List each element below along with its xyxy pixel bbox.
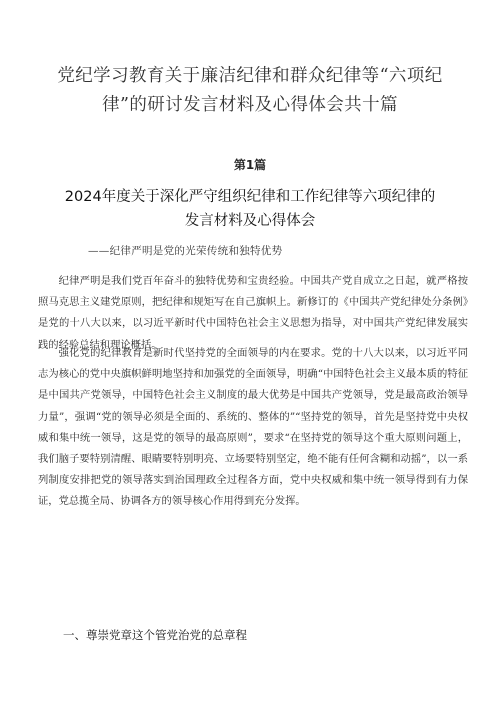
body-paragraph-1: 纪律严明是我们党百年奋斗的独特优势和宝贵经验。中国共产党自成立之日起，就严格按照马克思主义建党原则，把纪律和规矩写在自己旗帜上。新修订的《中国共产党纪律处分条例》是党的十八大以来，以习近平新时代中国特色社会主义思想为指导，对中国共产党纪律发展实践的经验总结和理论概括。 — [38, 275, 468, 351]
article-title-line-2: 发言材料及心得体会 — [184, 213, 316, 229]
article-title-line-1: 2024年度关于深化严守组织纪律和工作纪律等六项纪律的 — [64, 189, 436, 205]
document-main-title: 党纪学习教育关于廉洁纪律和群众纪律等“六项纪律”的研讨发言材料及心得体会共十篇 — [57, 66, 443, 115]
article-subtitle: ——纪律严明是党的光荣传统和独特优势 — [88, 245, 283, 257]
chapter-label: 第1篇 — [233, 158, 267, 172]
body-paragraph-2: 强化党的纪律教育是新时代坚持党的全面领导的内在要求。党的十八大以来，以习近平同志为核心的党中央旗帜鲜明地坚持和加强党的全面领导，明确“中国特色社会主义最本质的特征是中国共产党领导，中国特色社会主义制度的最大优势是中国共产党领导，党是最高政治领导力量”，强调“党的领导必须是全面的、系统的、整体的”“坚持党的领导，首先是坚持党中央权威和集中统一领导，这是党的领导的最高原则”，要求“在坚持党的领导这个重大原则问题上，我们脑子要特别清醒、眼睛要特别明亮、立场要特别坚定，绝不能有任何含糊和动摇”，以一系列制度安排把党的领导落实到治国理政全过程各方面，党中央权威和集中统一领导得到有力保证，党总揽全局、协调各方的领导核心作用得到充分发挥。 — [38, 347, 468, 508]
section-heading: 一、尊崇党章这个管党治党的总章程 — [63, 628, 247, 642]
article-title — [40, 185, 460, 233]
